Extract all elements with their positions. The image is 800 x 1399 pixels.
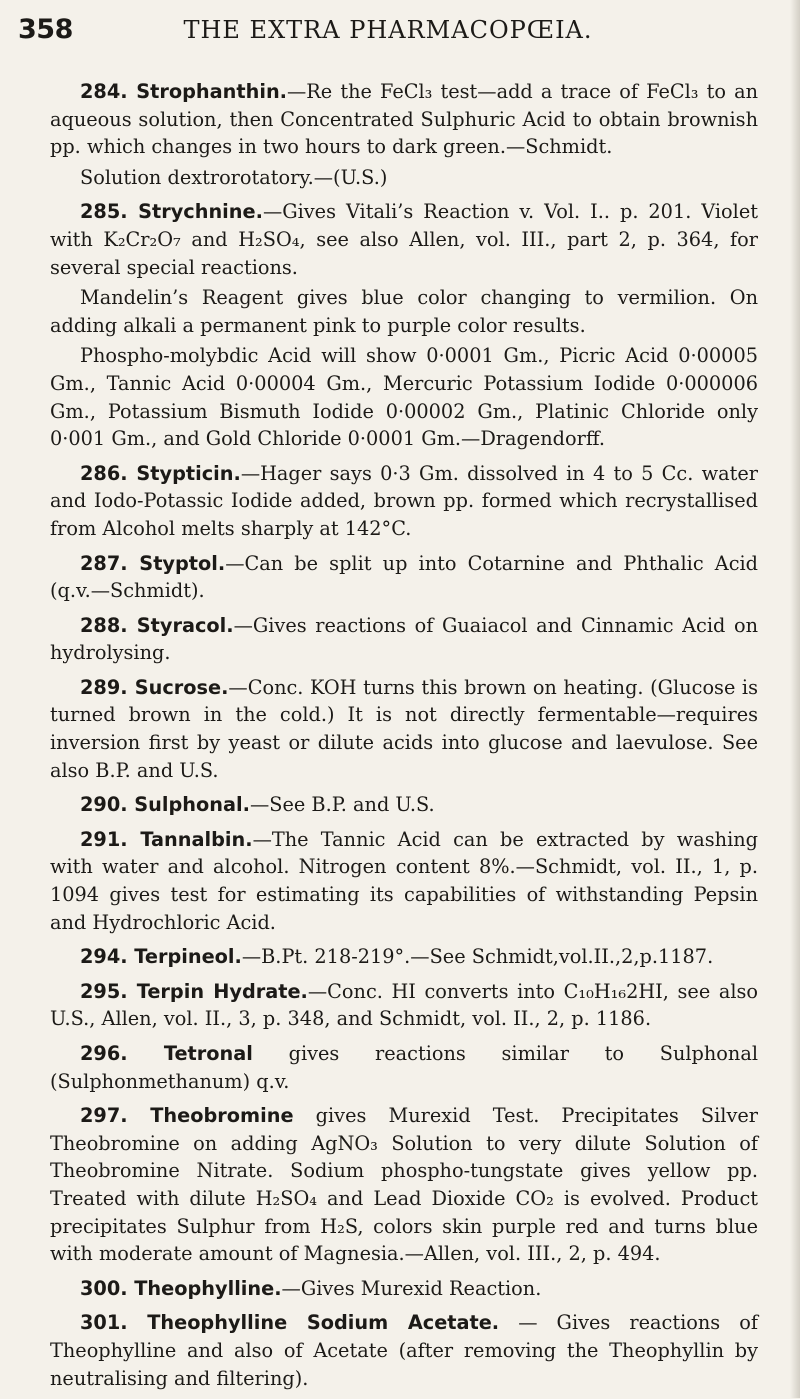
page-number: 358 — [18, 14, 73, 45]
entry-label: 296. Tetronal — [80, 1042, 253, 1065]
entry-text: — Gives reactions of Theophylline and also of Acetate (after removing the Theophyllin by neutralising and filtering). — [50, 1311, 758, 1390]
entries-list — [50, 78, 758, 1399]
entry-paragraph — [50, 78, 758, 161]
entry-text: —Re the FeCl₃ test—add a trace of FeCl₃ to an aqueous solution, then Concentrated Sulphuric Acid to obtain brownish pp. which changes in two hours to dark green.—Schmidt. — [50, 80, 759, 159]
entry — [50, 826, 758, 936]
entry-text: —Conc. KOH turns this brown on heating. (Glucose is turned brown in the cold.) It is not directly fermentable—requires inversion first by yeast or dilute acids into glucose and laevulose. See also B.P. and U.S. — [50, 675, 758, 782]
entry-label: 287. Styptol. — [80, 551, 226, 575]
entry — [50, 1102, 758, 1268]
entry-text: —Gives reactions of Guaiacol and Cinnamic Acid on hydrolysing. — [50, 613, 758, 665]
page-header — [16, 6, 760, 60]
entry-label: 300. Theophylline. — [80, 1276, 282, 1300]
entry — [50, 1309, 758, 1392]
entry — [50, 612, 758, 667]
entry-label: 286. Stypticin. — [80, 461, 241, 485]
entry-text: gives reactions similar to Sulphonal (Sulphonmethanum) q.v. — [50, 1042, 758, 1093]
entry-paragraph — [50, 164, 758, 192]
entry-text: —Hager says 0·3 Gm. dissolved in 4 to 5 Cc. water and Iodo-Potassic Iodide added, brown pp. formed which recrystallised from Alcohol melts sharply at 142°C. — [50, 461, 758, 540]
entry-text: gives Murexid Test. Precipitates Silver Theobromine on adding AgNO₃ Solution to very dilute Solution of Theobromine Nitrate. Sodium phospho-tungstate gives yellow pp. Treated with dilute H₂SO₄ and Lead Dioxide CO₂ is evolved. Product precipitates Sulphur from H₂S, colors skin purple red and turns blue with moderate amount of Magnesia.—Allen, vol. III., 2, p. 494. — [50, 1104, 758, 1266]
entry-paragraph — [50, 342, 758, 452]
running-head: THE EXTRA PHARMACOPŒIA. — [183, 16, 593, 44]
entry-paragraph — [50, 1309, 758, 1392]
entry-text: Mandelin’s Reagent gives blue color changing to vermilion. On adding alkali a permanent pink to purple color results. — [50, 286, 758, 337]
entry-label: 297. Theobromine — [80, 1104, 294, 1128]
entry-paragraph — [50, 826, 758, 936]
entry — [50, 943, 758, 971]
entry-label: 284. Strophanthin. — [80, 80, 287, 103]
entry-label: 288. Styracol. — [80, 613, 234, 637]
entry-paragraph — [50, 1040, 758, 1095]
entry-label: 291. Tannalbin. — [80, 827, 253, 851]
entry-text: —Gives Vitali’s Reaction v. Vol. I.. p. 201. Violet with K₂Cr₂O₇ and H₂SO₄, see also Allen, vol. III., part 2, p. 364, for several special reactions. — [50, 200, 758, 279]
entry-text: —Gives Murexid Reaction. — [281, 1276, 542, 1300]
entry — [50, 198, 758, 452]
entry-label: 285. Strychnine. — [80, 200, 263, 224]
entry-text: Solution dextrorotatory.—(U.S.) — [80, 165, 388, 189]
page-edge-shadow — [790, 0, 800, 1398]
entry-paragraph — [50, 978, 758, 1033]
entry — [50, 978, 758, 1033]
entry-label: 294. Terpineol. — [80, 945, 242, 969]
entry-paragraph — [50, 1102, 758, 1268]
entry-paragraph — [50, 674, 758, 784]
entry-text: —Can be split up into Cotarnine and Phthalic Acid (q.v.—Schmidt). — [50, 551, 759, 603]
entry-label: 290. Sulphonal. — [80, 793, 250, 817]
entry — [50, 1275, 758, 1303]
entry-label: 289. Sucrose. — [80, 675, 229, 699]
entry — [50, 674, 758, 784]
entry-text: —The Tannic Acid can be extracted by washing with water and alcohol. Nitrogen content 8%.—Schmidt, vol. II., 1, p. 1094 gives test for estimating its capabilities of withstanding Pepsin and Hydrochloric Acid. — [50, 827, 758, 934]
entry-paragraph — [50, 943, 758, 971]
entry-paragraph — [50, 460, 758, 543]
entry-paragraph — [50, 612, 758, 667]
entry — [50, 78, 758, 191]
entry-paragraph — [50, 198, 758, 281]
entry-text: —B.Pt. 218-219°.—See Schmidt,vol.II.,2,p.1187. — [241, 945, 714, 969]
entry-paragraph — [50, 791, 758, 819]
entry-text: —Conc. HI converts into C₁₀H₁₆2HI, see also U.S., Allen, vol. II., 3, p. 348, and Schmidt, vol. II., 2, p. 1186. — [50, 979, 758, 1031]
entry-label: 295. Terpin Hydrate. — [80, 979, 308, 1003]
entry — [50, 550, 758, 605]
entry — [50, 460, 758, 543]
entry — [50, 791, 758, 819]
entry — [50, 1040, 758, 1095]
entry-text: Phospho-molybdic Acid will show 0·0001 Gm., Picric Acid 0·00005 Gm., Tannic Acid 0·00004 Gm., Mercuric Potassium Iodide 0·000006 Gm., Potassium Bismuth Iodide 0·00002 Gm., Platinic Chloride only 0·001 Gm., and Gold Chloride 0·0001 Gm.—Dragendorff. — [50, 344, 758, 451]
entry-paragraph — [50, 1275, 758, 1303]
entry-paragraph — [50, 550, 758, 605]
entry-paragraph — [50, 284, 758, 339]
entry-text: —See B.P. and U.S. — [249, 793, 435, 817]
entry-label: 301. Theophylline Sodium Acetate. — [80, 1311, 500, 1335]
